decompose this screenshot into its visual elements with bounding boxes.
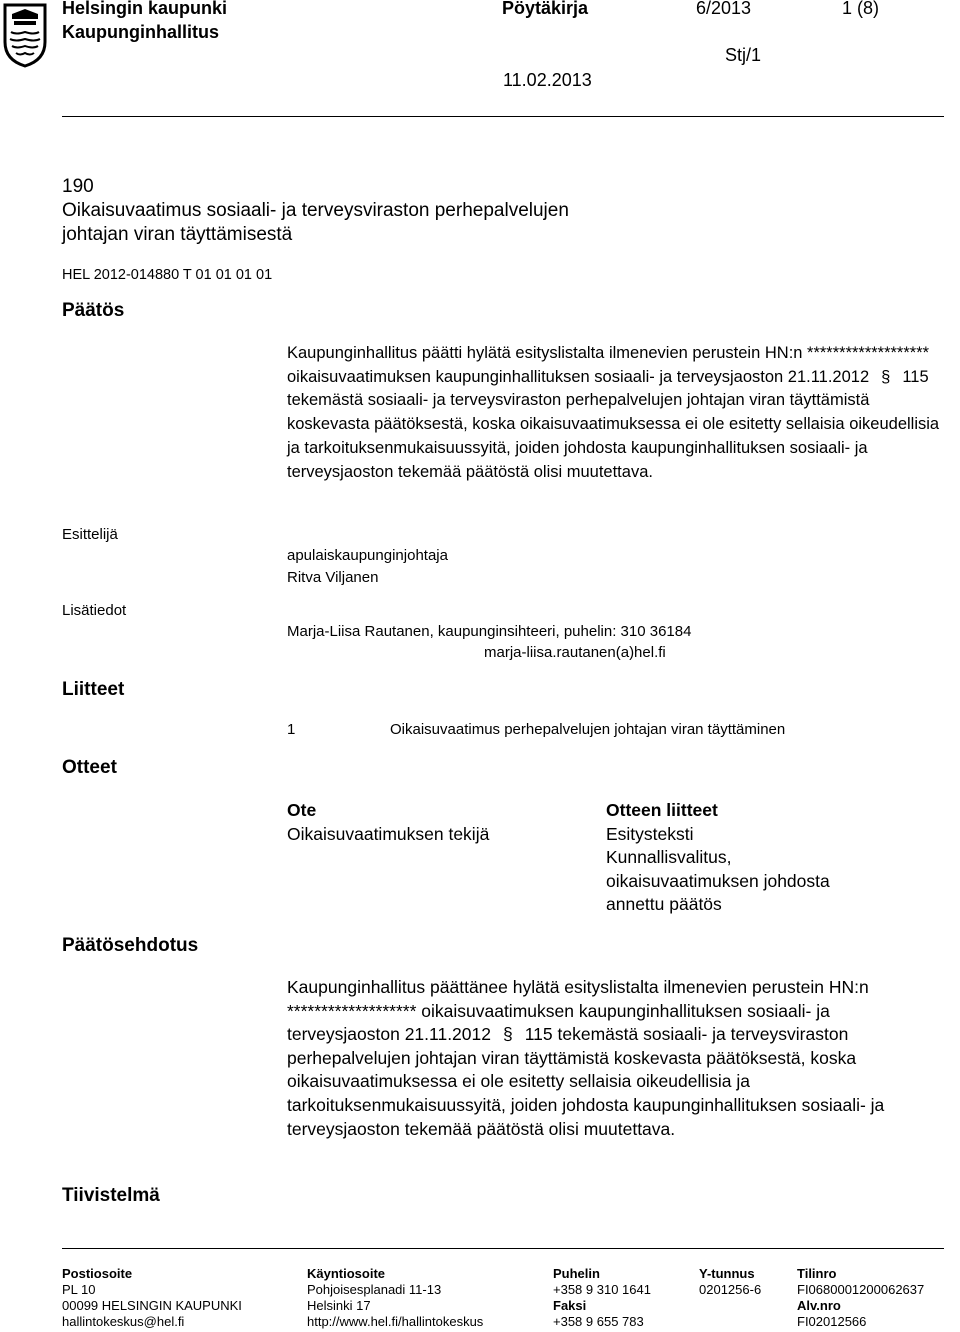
footer-visiting-line: Helsinki 17 xyxy=(307,1298,371,1313)
footer-postal-line: 00099 HELSINGIN KAUPUNKI xyxy=(62,1298,242,1313)
helsinki-coat-of-arms-logo xyxy=(2,2,48,68)
extracts-col2-item: Kunnallisvalitus, xyxy=(606,847,732,867)
extracts-col2 xyxy=(606,799,830,917)
footer-postal-line: PL 10 xyxy=(62,1282,96,1297)
header-rule xyxy=(62,116,944,117)
footer-business-id xyxy=(699,1266,761,1298)
document-type: Pöytäkirja xyxy=(502,0,589,18)
reference: Stj/1 xyxy=(725,45,762,65)
footer-account-label: Tilinro xyxy=(797,1266,837,1281)
attachment-title[interactable]: Oikaisuvaatimus perhepalvelujen johtajan viran täyttäminen xyxy=(390,721,786,738)
footer-account xyxy=(797,1266,924,1330)
item-title-block xyxy=(62,175,569,247)
footer-visiting xyxy=(307,1266,483,1330)
label-decision: Päätös xyxy=(62,300,125,321)
org-name: Helsingin kaupunki xyxy=(62,0,228,18)
extracts-col1-item: Oikaisuvaatimuksen tekijä xyxy=(287,823,490,844)
extracts-col2-item: Esitysteksti xyxy=(606,823,694,844)
item-number: 190 xyxy=(62,176,94,197)
footer-vat-value: FI02012566 xyxy=(797,1314,867,1329)
footer-postal xyxy=(62,1266,242,1330)
footer-visiting-line: Pohjoisesplanadi 11-13 xyxy=(307,1282,442,1297)
footer-vat-label: Alv.nro xyxy=(797,1298,841,1313)
section-sign: § xyxy=(881,367,891,386)
decision-text: Kaupunginhallitus päätti hylätä esityslistalta ilmenevien perustein HN:n ******************* oikaisuvaatimuksen kaupunginhallituksen sosiaali- ja terveysjaoston 21.11.2012 § 115 tekemästä sosiaali- ja terveysviraston perhepalvelujen johtajan viran täyttämistä koskevasta päätöksestä, koska oikaisuvaatimuksessa ei ole esitetty sellaisia oikeudellisia ja tarkoituksenmukaisuussyitä, joiden johdosta kaupunginhallituksen sosiaali- ja terveysjaoston tekemää päätöstä olisi muutettava. xyxy=(287,344,940,481)
label-attachments: Liitteet xyxy=(62,679,125,700)
footer-phone xyxy=(553,1266,651,1330)
contact-info: Marja-Liisa Rautanen, kaupunginsihteeri, puhelin: 310 36184 xyxy=(287,623,692,640)
footer-fax-label: Faksi xyxy=(553,1298,587,1313)
footer-email-link[interactable]: hallintokeskus@hel.fi xyxy=(62,1314,185,1329)
footer-business-id-label: Y-tunnus xyxy=(699,1266,755,1281)
label-proposal: Päätösehdotus xyxy=(62,935,199,956)
extracts-col1-header: Ote xyxy=(287,800,317,820)
attachment-number: 1 xyxy=(287,721,296,738)
footer-visiting-label: Käyntiosoite xyxy=(307,1266,386,1281)
proposal-text: Kaupunginhallitus päättänee hylätä esityslistalta ilmenevien perustein HN:n ******************* oikaisuvaatimuksen kaupunginhallituksen sosiaali- ja terveysjaoston 21.11.2012 § 115 tekemästä sosiaali- ja terveysviraston perhepalvelujen johtajan viran täyttämistä koskevasta päätöksestä, koska oikaisuvaatimuksessa ei ole esitetty sellaisia oikeudellisia ja tarkoituksenmukaisuussyitä, joiden johdosta kaupunginhallituksen sosiaali- ja terveysjaoston tekemää päätöstä olisi muutettava. xyxy=(287,977,885,1139)
footer-account-value: FI0680001200062637 xyxy=(797,1282,925,1297)
body-name: Kaupunginhallitus xyxy=(62,22,219,42)
footer-postal-label: Postiosoite xyxy=(62,1266,133,1281)
item-title-line1: Oikaisuvaatimus sosiaali- ja terveysviraston perhepalvelujen xyxy=(62,200,569,221)
document-number: 6/2013 xyxy=(696,0,752,18)
footer-phone-label: Puhelin xyxy=(553,1266,600,1281)
meeting-date: 11.02.2013 xyxy=(503,70,592,90)
footer-phone-value: +358 9 310 1641 xyxy=(553,1282,651,1297)
extracts-col2-item: annettu päätös xyxy=(606,894,722,914)
presenter-title: apulaiskaupunginjohtaja xyxy=(287,547,448,564)
label-more-info: Lisätiedot xyxy=(62,602,127,619)
footer-business-id-value: 0201256-6 xyxy=(699,1282,762,1297)
footer-fax-value: +358 9 655 783 xyxy=(553,1314,644,1329)
diary-number: HEL 2012-014880 T 01 01 01 01 xyxy=(62,267,273,283)
footer-website-link[interactable]: http://www.hel.fi/hallintokeskus xyxy=(307,1314,484,1329)
presenter-name: Ritva Viljanen xyxy=(287,569,379,586)
footer-rule xyxy=(62,1248,944,1249)
extracts-col2-item: oikaisuvaatimuksen johdosta xyxy=(606,870,830,891)
label-summary: Tiivistelmä xyxy=(62,1185,160,1206)
page-number: 1 (8) xyxy=(842,0,880,18)
extracts-col1 xyxy=(287,799,489,846)
contact-email: marja-liisa.rautanen(a)hel.fi xyxy=(484,644,666,661)
label-presenter: Esittelijä xyxy=(62,526,118,543)
item-title-line2: johtajan viran täyttämisestä xyxy=(62,224,293,245)
section-sign: § xyxy=(502,1024,513,1045)
extracts-col2-header: Otteen liitteet xyxy=(606,800,718,820)
presenter-block xyxy=(287,545,448,589)
label-extracts: Otteet xyxy=(62,757,117,778)
